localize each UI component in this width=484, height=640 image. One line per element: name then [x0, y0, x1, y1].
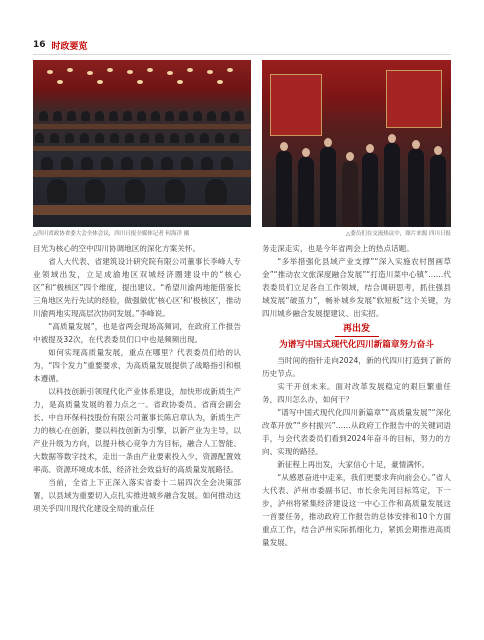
paragraph: 当时间的指针走向2024，新的代四川打造到了新的历史节点。 [262, 356, 451, 378]
paragraph: “从感恩奋进中走来，我们更要求奔向前会心。”省人大代表、泸州市委副书记、市长余先河目标笃定，下一步，泸州将紧集经济建设这一中心工作和高质量发展这一首要任务，推动政府工作报告的总体安排和10个方面重点工作，结合泸州实际抓细化力，紧抓会期推进高质量发展。 [262, 473, 451, 547]
paragraph: “谱写中国式现代化四川新篇章”“高质量发展”“深化改革开放”“乡村振兴”……从政府工作报告中的关键词语手，与会代表委员们看到2024年奋斗的目标，努力的方向、实现的路径。 [262, 408, 451, 456]
paragraph: 省人大代表、省建筑设计研究院有限公司董事长李峰人专业领域出发，立足成渝地区双城经济圈建设中的“核心区”和“极核区”四个维度，提出建议。“希望川渝两地能借鉴长三角地区先行先试的经验，做强做优‘核心区’和‘极核区’，推动川渝两地实现高层次协同发展。”李峰说。 [33, 257, 241, 318]
page-header [33, 38, 88, 52]
subsection-tag: 再出发 [335, 323, 379, 337]
article-column-left [33, 242, 241, 515]
ceiling-lights [33, 66, 251, 92]
paragraph: 新征程上再出发，大家信心十足，豪情满怀。 [277, 460, 430, 469]
photo-caption-left: △四川省政协省委大会全体会议，四川日报全媒体记者 何海洋 摄 [33, 231, 190, 237]
audience-rows [33, 107, 251, 227]
delegates-group [262, 117, 451, 227]
paragraph: 以科技创新引领现代化产业体系建设，加快形成新质生产力，是高质量发展的着力点之一。省政协委员、省商会副会长、中自环保科技股份有限公司董事长陈启章认为，新质生产力的核心在创新，要以科技创新为引擎，以新产业为主导，以产业升级为方向，以提升核心竞争力为目标，融合人工智能、大数据等数字技术，走出一条由产业要素投入少、资源配置效率高、资源环境成本低、经济社会效益好的高质量发展路径。 [33, 387, 241, 474]
paragraph: “高质量发展”，也是省两会现场高频词，在政府工作报告中被提及32次，在代表委员们口中也是频频出现。 [33, 322, 241, 344]
subsection-heading: 为谱写中国式现代化四川新篇章努力奋斗 [279, 340, 434, 350]
paragraph: 当前，全省上下正深入落实省委十二届四次全会决策部署，以县域为重要切入点扎实推进城乡融合发展。如何推动这项关乎四川现代化建设全局的重点任 [33, 478, 241, 513]
header-divider [33, 54, 451, 55]
photo-caption-right: △委员们在交流热议中，图片来源 四川日报 [346, 231, 451, 237]
paragraph: “多举措强化县域产业支撑”“深入实施农村图画草金”“推动农文旅深度融合发展”“打造川菜中心镇”……代表委员们立足各自工作领域，结合调研思考，抓住强县域发展“破茧力”，畅补城乡发展“软短板”这个关键，为四川城乡融合发展提建议、出实招。 [262, 257, 451, 318]
page-number: 16 [33, 40, 46, 50]
paragraph: 目光为核心的空中四川协调地区的深化方案关怀。 [33, 244, 201, 253]
paragraph: 实干开创未来。面对改革发展稳定的艰巨繁重任务，四川怎么办，如何干？ [262, 382, 451, 404]
delegates-exhibition-photo [262, 60, 451, 227]
section-title: 时政要览 [51, 41, 88, 52]
paragraph: 如何实现高质量发展，重点在哪里？代表委员们给的认为，“四个发力”重要要求，为高质量发展提供了战略指引和根本遵循。 [33, 348, 241, 383]
paragraph: 务走深走实，也是今年省两会上的热点话题。 [262, 244, 414, 253]
article-column-right [262, 242, 451, 549]
assembly-hall-photo [33, 60, 251, 227]
